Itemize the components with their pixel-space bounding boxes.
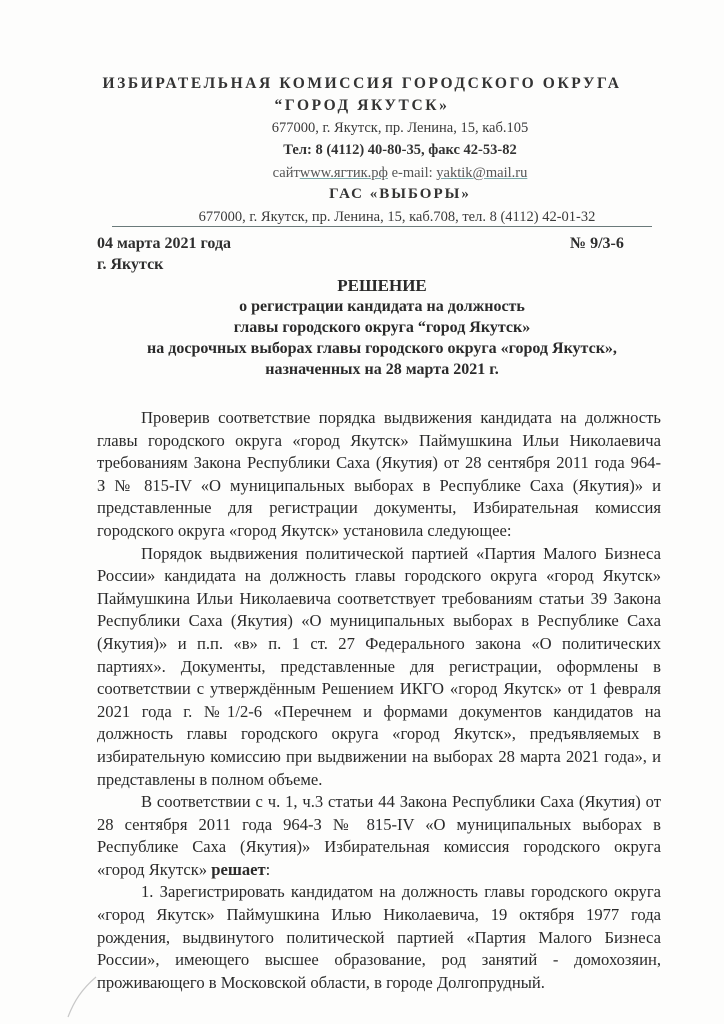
text-line: «город Якутск» Паймушкина Илью Николаевича, 19 октября 1977 года [97, 905, 661, 925]
text-line: Паймушкина Ильи Николаевича соответствует требованиям статьи 39 Закона [97, 588, 661, 608]
subtitle-line: главы городского округа “город Якутск» [233, 319, 531, 336]
text-line: проживающего в Московской области, в городе Долгопрудный. [97, 972, 545, 992]
text-line: России» кандидата на должность главы городского округа «город Якутск» [97, 566, 661, 586]
text-line: требованиям Закона Республики Саха (Якутия) от 28 сентября 2011 года 964- [97, 453, 661, 473]
header-divider [112, 226, 652, 227]
text-fragment: «город Якутск» [97, 859, 212, 879]
text-line: партиях». Документы, представленные для регистрации, оформлены в [97, 656, 661, 676]
document-heading: РЕШЕНИЕ [337, 276, 427, 295]
org-name-line1: ИЗБИРАТЕЛЬНАЯ КОМИССИЯ ГОРОДСКОГО ОКРУГА [102, 75, 622, 92]
text-line [97, 859, 661, 882]
document-body [97, 407, 661, 994]
org-phone: Тел: 8 (4112) 40-80-35, факс 42-53-82 [283, 142, 517, 158]
gas-title: ГАС «ВЫБОРЫ» [329, 186, 471, 202]
decision-city: г. Якутск [97, 256, 164, 273]
text-line: избирательную комиссию при выдвижении на выборах 28 марта 2021 года», и [97, 746, 661, 766]
resolution-item-1 [97, 881, 661, 994]
text-line: (Якутия)» и п.п. «в» п. 1 ст. 27 Федерального закона «О политических [97, 633, 661, 653]
gas-address: 677000, г. Якутск, пр. Ленина, 15, каб.708, тел. 8 (4112) 42-01-32 [198, 209, 596, 225]
text-line: представлены в полном объеме. [97, 769, 323, 789]
paragraph-nomination [97, 543, 661, 792]
text-line: 1. Зарегистрировать кандидатом на должность главы городского округа [141, 882, 661, 902]
subtitle-line: на досрочных выборах главы городского округа «город Якутск», [147, 340, 617, 357]
text-line: соответствии с утверждённым Решением ИКГО «город Якутск» от 1 февраля [97, 679, 661, 699]
text-line: должность главы городского округа «город Якутск», предъявляемых в [97, 724, 661, 744]
text-line: З № 815-IV «О муниципальных выборах в Республике Саха (Якутия)» и [97, 475, 661, 495]
email-label: e-mail: [387, 165, 437, 181]
site-link[interactable]: www.ягтик.рф [299, 165, 388, 181]
text-line: 2021 года г. №1/2-6 «Перечнем и формами документов кандидатов на [97, 701, 661, 721]
text-line: В соответствии с ч. 1, ч.3 статьи 44 Закона Республики Саха (Якутия) от [141, 792, 661, 812]
text-line: России», имеющего высшее образование, род занятий - домохозяин, [97, 950, 661, 970]
email-link[interactable]: yaktik@mail.ru [436, 165, 528, 181]
text-line: главы городского округа «город Якутск» Паймушкина Ильи Николаевича [97, 430, 661, 450]
text-line: Республике Саха (Якутия)» Избирательная комиссия городского округа [97, 837, 661, 857]
org-name-line2: “ГОРОД ЯКУТСК» [274, 97, 450, 114]
text-line: 28 сентября 2011 года 964-З № 815-IV «О муниципальных выборах в [97, 814, 661, 834]
text-line: Республики Саха (Якутия) «О муниципальных выборах в Республике Саха [97, 611, 661, 631]
text-line: городского округа «город Якутск» установила следующее: [97, 520, 512, 540]
scan-artifact-mark [60, 975, 100, 1020]
org-contacts [0, 165, 724, 182]
text-line: Порядок выдвижения политической партией «Партия Малого Бизнеса [141, 543, 661, 563]
text-line: представленные для регистрации документы, Избирательная комиссия [97, 498, 661, 518]
text-fragment: : [265, 859, 271, 879]
decision-date: 04 марта 2021 года [97, 235, 232, 252]
resolves-keyword: решает [211, 859, 266, 879]
text-line: рождения, выдвинутого политической партией «Партия Малого Бизнеса [97, 927, 661, 947]
paragraph-findings [97, 407, 661, 543]
paragraph-legal-basis [97, 791, 661, 881]
decision-number: № 9/3-6 [570, 235, 624, 252]
site-label: сайт [272, 165, 300, 181]
org-address: 677000, г. Якутск, пр. Ленина, 15, каб.105 [271, 120, 529, 136]
text-line: Проверив соответствие порядка выдвижения кандидата на должность [141, 408, 661, 427]
subtitle-line: о регистрации кандидата на должность [239, 298, 525, 315]
subtitle-line: назначенных на 28 марта 2021 г. [265, 361, 499, 378]
